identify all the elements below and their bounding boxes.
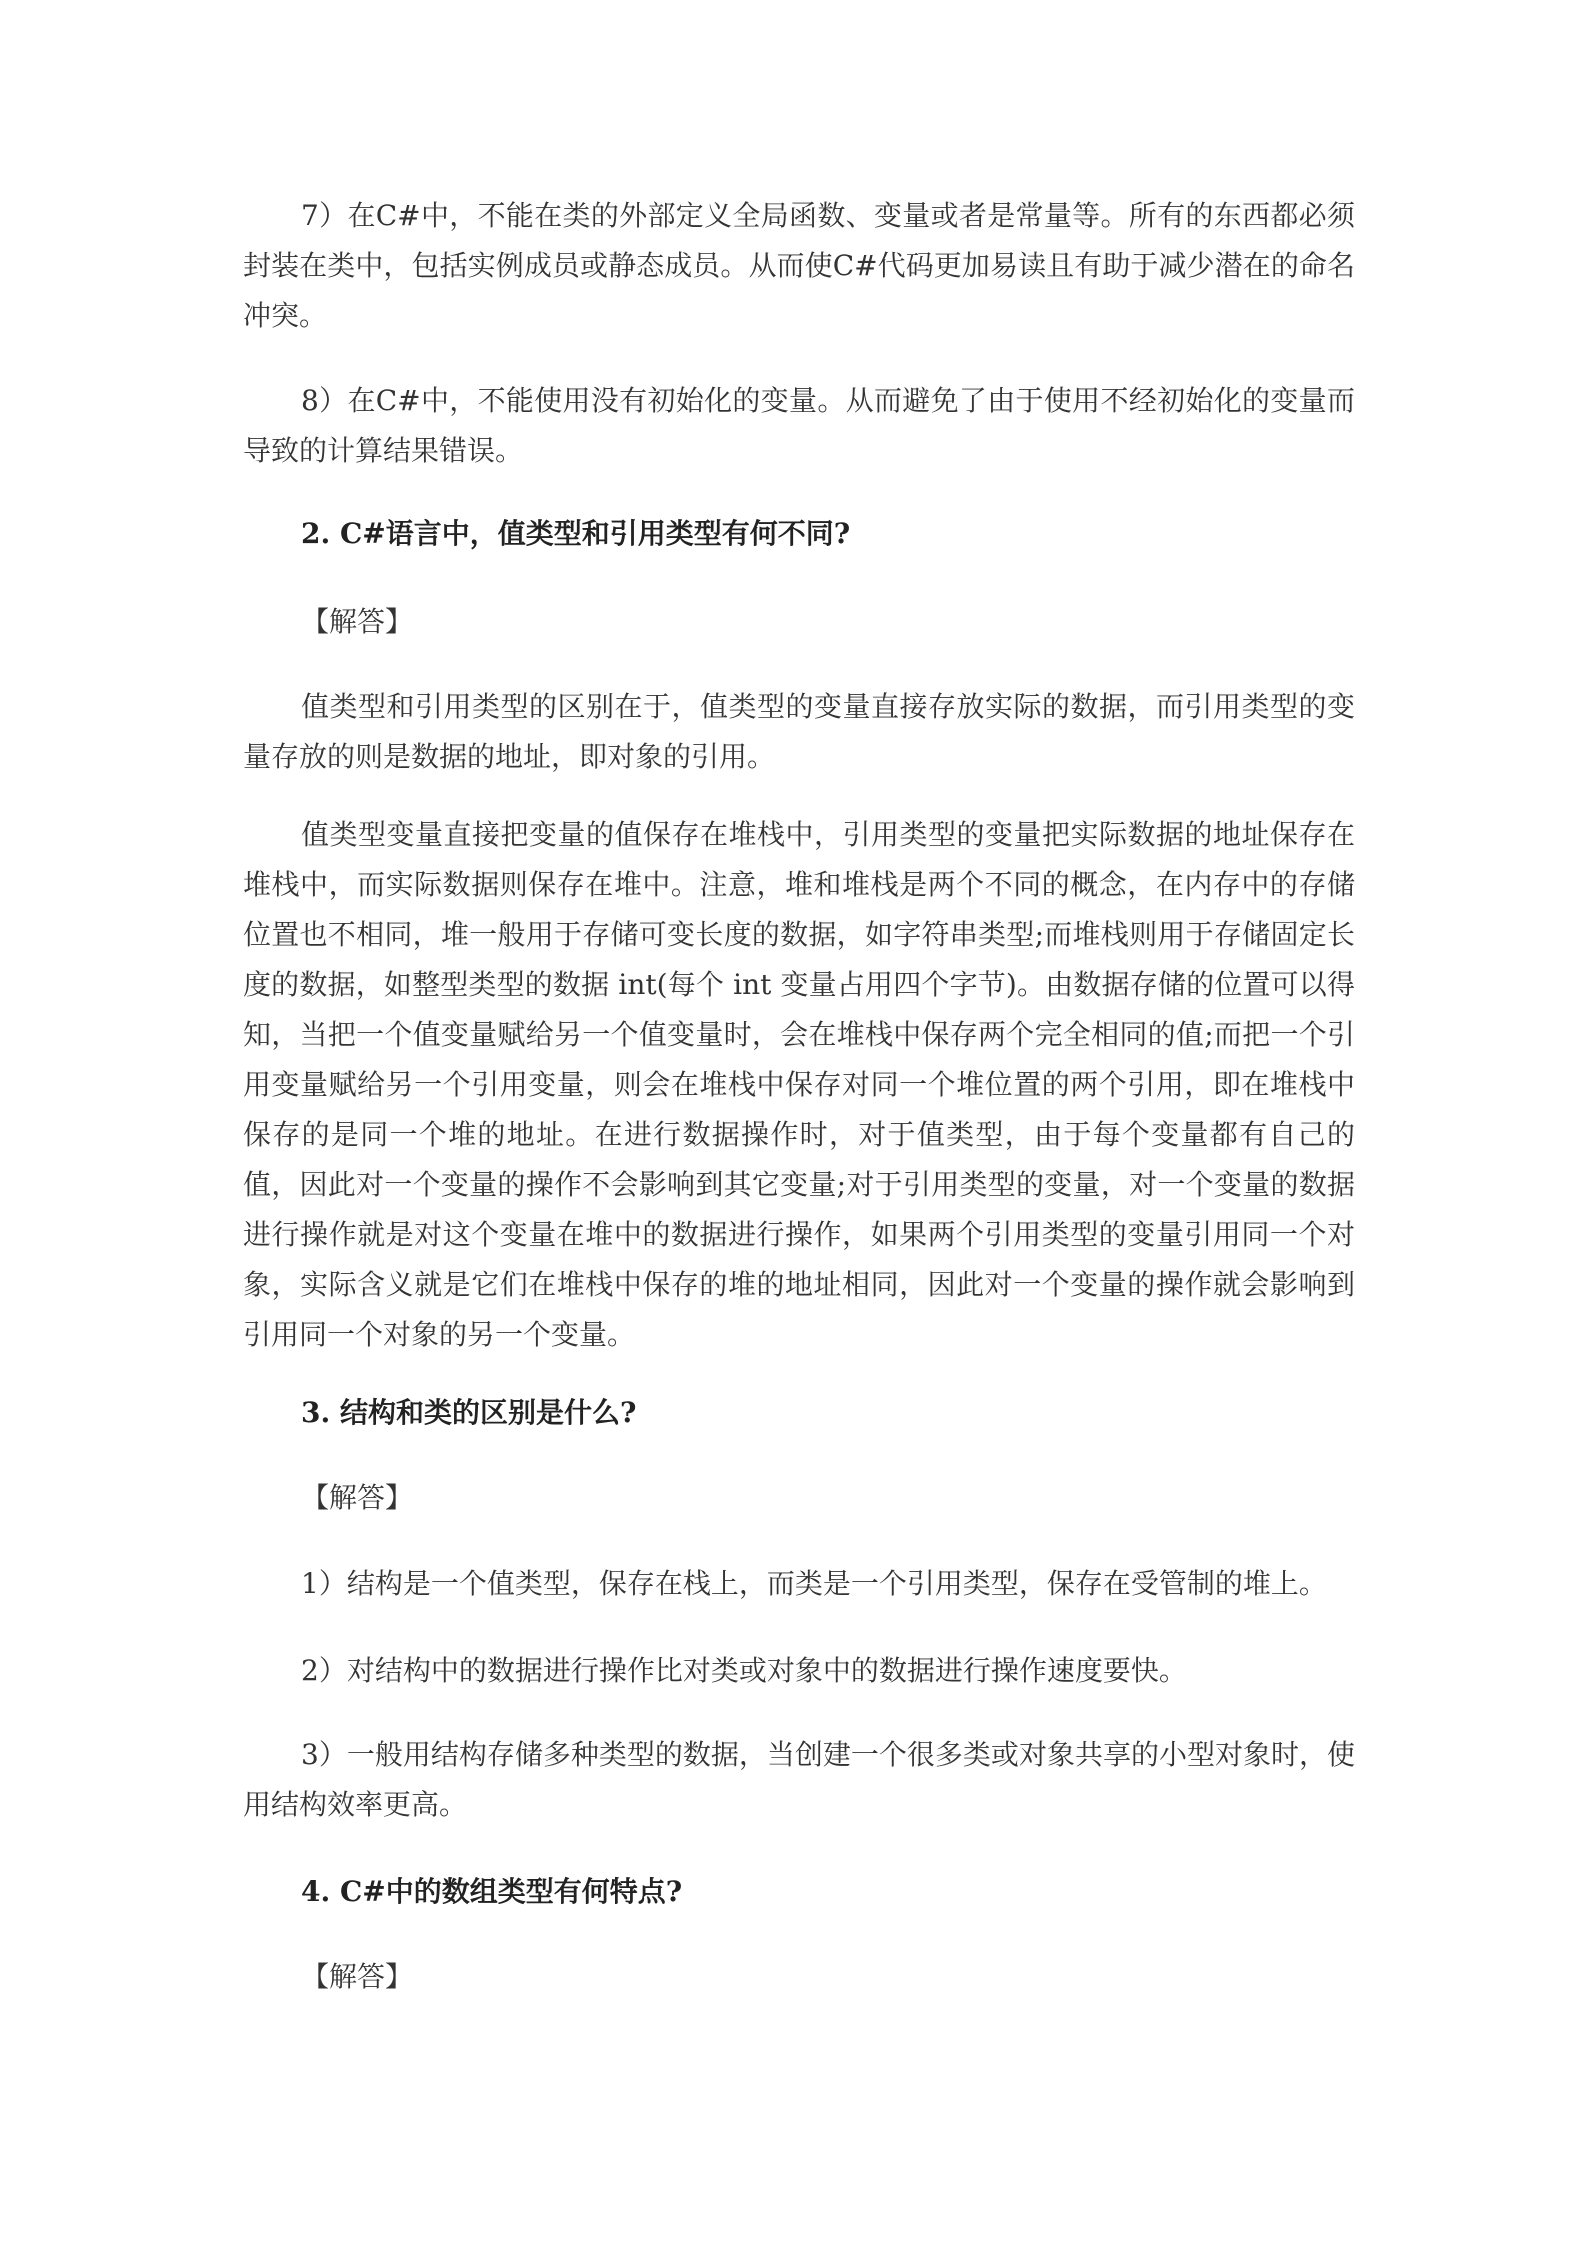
answer-3-item-3: 3）一般用结构存储多种类型的数据，当创建一个很多类或对象共享的小型对象时，使用结构效率更高。 — [243, 1738, 1355, 1821]
paragraph-item-7: 7）在C#中，不能在类的外部定义全局函数、变量或者是常量等。所有的东西都必须封装在类中，包括实例成员或静态成员。从而使C#代码更加易读且有助于减少潜在的命名冲突。 — [243, 199, 1355, 332]
answer-3-item-2: 2）对结构中的数据进行操作比对类或对象中的数据进行操作速度要快。 — [301, 1654, 1187, 1687]
answer-2-paragraph-1: 值类型和引用类型的区别在于，值类型的变量直接存放实际的数据，而引用类型的变量存放的则是数据的地址，即对象的引用。 — [243, 690, 1355, 773]
paragraph-item-8: 8）在C#中，不能使用没有初始化的变量。从而避免了由于使用不经初始化的变量而导致的计算结果错误。 — [243, 384, 1355, 467]
answer-2-paragraph-2: 值类型变量直接把变量的值保存在堆栈中，引用类型的变量把实际数据的地址保存在堆栈中，而实际数据则保存在堆中。注意，堆和堆栈是两个不同的概念，在内存中的存储位置也不相同，堆一般用于存储可变长度的数据，如字符串类型;而堆栈则用于存储固定长度的数据，如整型类型的数据 int(每个 int 变量占用四个字节)。由数据存储的位置可以得知，当把一个值变量赋给另一个值变量时，会在堆栈中保存两个完全相同的值;而把一个引用变量赋给另一个引用变量，则会在堆栈中保存对同一个堆位置的两个引用，即在堆栈中保存的是同一个堆的地址。在进行数据操作时，对于值类型，由于每个变量都有自己的值，因此对一个变量的操作不会影响到其它变量;对于引用类型的变量，对一个变量的数据进行操作就是对这个变量在堆中的数据进行操作，如果两个引用类型的变量引用同一个对象，实际含义就是它们在堆栈中保存的堆的地址相同，因此对一个变量的操作就会影响到引用同一个对象的另一个变量。 — [243, 818, 1355, 1351]
answer-4-label: 【解答】 — [301, 1960, 414, 1993]
answer-2-label: 【解答】 — [301, 605, 414, 638]
answer-3-label: 【解答】 — [301, 1481, 414, 1514]
question-4-heading: 4. C#中的数组类型有何特点? — [301, 1875, 683, 1908]
question-3-heading: 3. 结构和类的区别是什么? — [301, 1396, 637, 1429]
question-2-heading: 2. C#语言中，值类型和引用类型有何不同? — [301, 517, 851, 550]
answer-3-item-1: 1）结构是一个值类型，保存在栈上，而类是一个引用类型，保存在受管制的堆上。 — [301, 1567, 1327, 1600]
